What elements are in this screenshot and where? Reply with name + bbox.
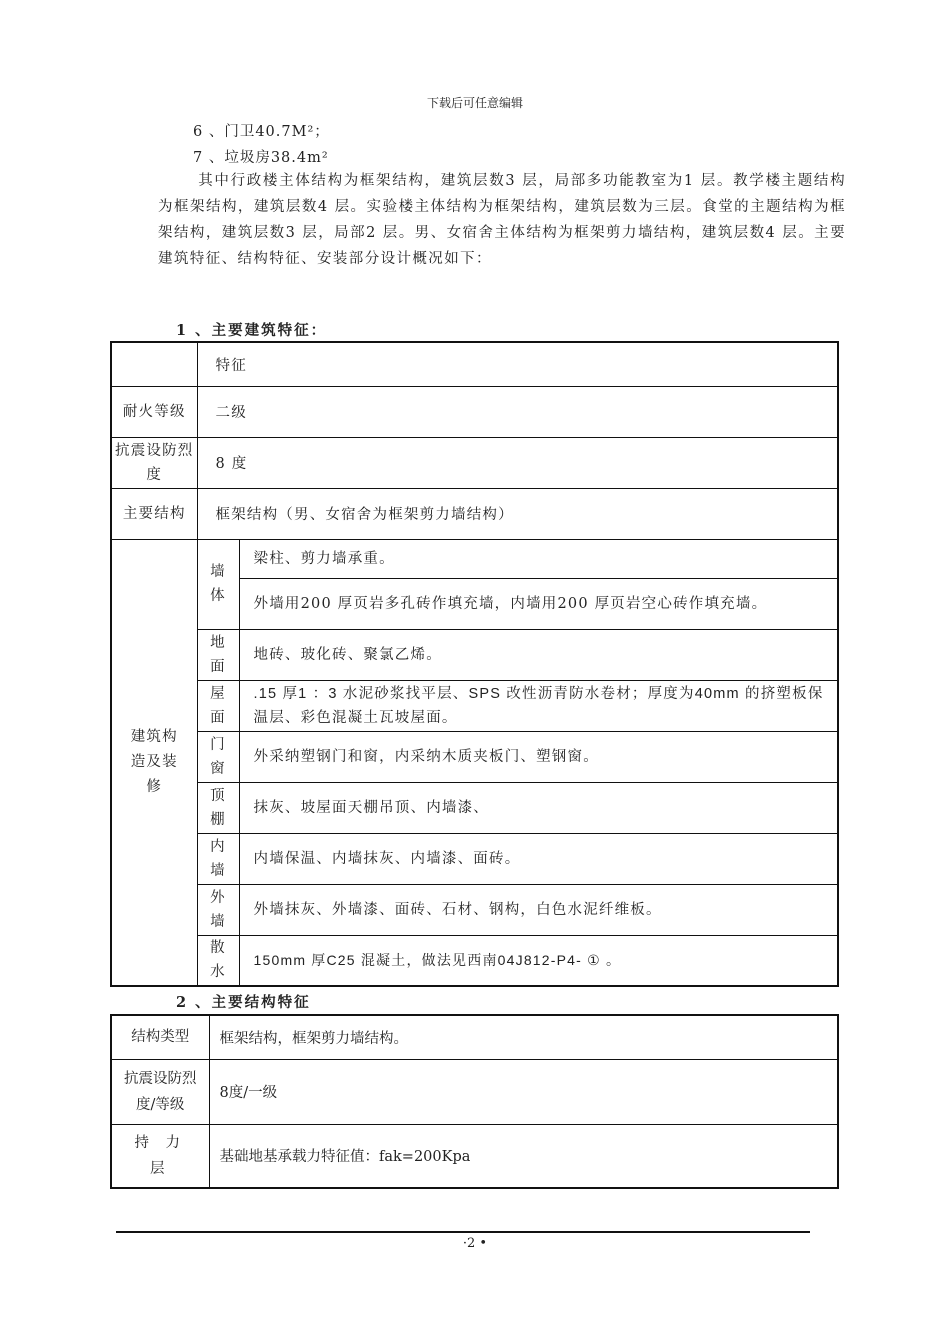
row-value: 二级 <box>197 386 838 437</box>
body-paragraph <box>158 168 846 272</box>
table-row <box>111 731 838 782</box>
table-row <box>111 680 838 731</box>
row-label: 主要结构 <box>111 488 197 539</box>
row-label: 结构类型 <box>111 1015 209 1059</box>
row-label: 抗震设防烈度/等级 <box>111 1059 209 1124</box>
table-row <box>111 833 838 884</box>
sub-value: 外墙抹灰、外墙漆、面砖、石材、钢构，白色水泥纤维板。 <box>239 884 838 935</box>
table-row <box>111 782 838 833</box>
row-value: 基础地基承载力特征值：fak=200Kpa <box>209 1124 838 1188</box>
sub-label: 地面 <box>197 629 239 680</box>
table-row <box>111 884 838 935</box>
header-feature-cell: 特征 <box>197 342 838 386</box>
row-value: 框架结构（男、女宿舍为框架剪力墙结构） <box>197 488 838 539</box>
group-label-construction: 建筑构造及装修 <box>111 539 197 986</box>
sub-value: 梁柱、剪力墙承重。 <box>239 539 838 578</box>
list-line-garbage-room: 7 、垃圾房38.4m² <box>193 150 329 166</box>
sub-value: 内墙保温、内墙抹灰、内墙漆、面砖。 <box>239 833 838 884</box>
table-row <box>111 437 838 488</box>
sub-value: 150mm 厚C25 混凝土，做法见西南04J812-P4- ① 。 <box>239 935 838 986</box>
footer-rule <box>116 1231 810 1233</box>
table-row <box>111 1059 838 1124</box>
header-note: 下载后可任意编辑 <box>426 96 523 110</box>
row-value: 8 度 <box>197 437 838 488</box>
row-value: 框架结构，框架剪力墙结构。 <box>209 1015 838 1059</box>
table-row <box>111 1015 838 1059</box>
sub-value: 抹灰、坡屋面天棚吊顶、内墙漆、 <box>239 782 838 833</box>
section-1-title: 1 、主要建筑特征： <box>176 322 328 339</box>
row-value: 8度/一级 <box>209 1059 838 1124</box>
sub-label: 散水 <box>197 935 239 986</box>
sub-label: 顶棚 <box>197 782 239 833</box>
sub-value: .15 厚1 ：3 水泥砂浆找平层、SPS 改性沥青防水卷材；厚度为40mm 的挤塑板保温层、彩色混凝土瓦坡屋面。 <box>239 680 838 731</box>
header-empty-cell <box>111 342 197 386</box>
page-number: ·2 • <box>462 1236 488 1251</box>
sub-value: 外采纳塑钢门和窗，内采纳木质夹板门、塑钢窗。 <box>239 731 838 782</box>
section-2-title: 2 、主要结构特征 <box>176 994 311 1011</box>
sub-value: 地砖、玻化砖、聚氯乙烯。 <box>239 629 838 680</box>
body-paragraph-text: 其中行政楼主体结构为框架结构，建筑层数3 层，局部多功能教室为1 层。教学楼主题结构为框架结构，建筑层数4 层。实验楼主体结构为框架结构，建筑层数为三层。食堂的主题结构为框架结构，建筑层数3 层，局部2 层。男、女宿舍主体结构为框架剪力墙结构，建筑层数4 层。主要建筑特征、结构特征、安装部分设计概况如下： <box>158 173 846 267</box>
row-label: 耐火等级 <box>111 386 197 437</box>
structure-features-table <box>110 1014 839 1189</box>
table-row <box>111 539 838 578</box>
table-row <box>111 386 838 437</box>
table-row <box>111 935 838 986</box>
sub-label: 屋面 <box>197 680 239 731</box>
sub-value: 外墙用200 厚页岩多孔砖作填充墙，内墙用200 厚页岩空心砖作填充墙。 <box>239 578 838 629</box>
building-features-table <box>110 341 839 987</box>
list-line-gatehouse: 6 、门卫40.7M²； <box>193 124 330 140</box>
sub-label-wall: 墙体 <box>197 539 239 629</box>
row-label: 抗震设防烈度 <box>111 437 197 488</box>
row-label: 持 力 层 <box>111 1124 209 1188</box>
sub-label: 内墙 <box>197 833 239 884</box>
sub-label: 外墙 <box>197 884 239 935</box>
table-row <box>111 342 838 386</box>
table-row <box>111 488 838 539</box>
table-row <box>111 629 838 680</box>
sub-label: 门窗 <box>197 731 239 782</box>
table-row <box>111 1124 838 1188</box>
